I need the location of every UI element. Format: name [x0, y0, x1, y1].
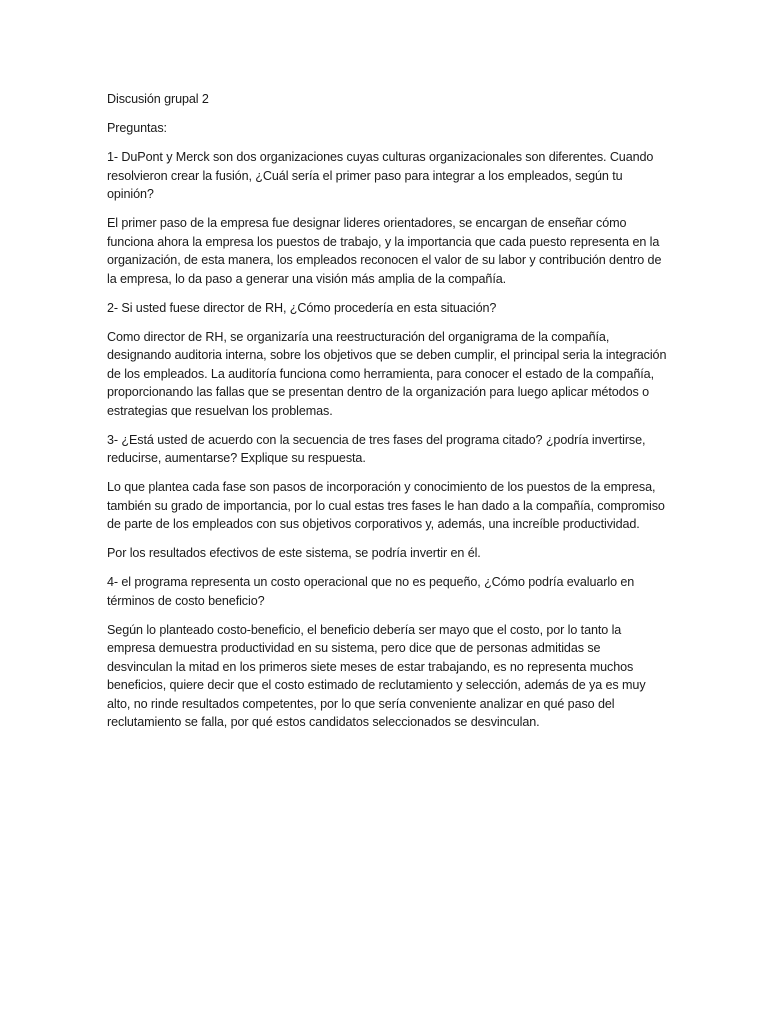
- section-label: Preguntas:: [107, 121, 167, 135]
- document-title: Discusión grupal 2: [107, 92, 209, 106]
- answer-1: El primer paso de la empresa fue designar lideres orientadores, se encargan de enseñar cómo funciona ahora la empresa los puestos de trabajo, y la importancia que cada puesto representa en la organización, de esta manera, los empleados reconocen el valor de su labor y contribución dentro de la empresa, lo da paso a generar una visión más amplia de la compañía.: [107, 216, 662, 286]
- question-3: 3- ¿Está usted de acuerdo con la secuencia de tres fases del programa citado? ¿podría invertirse, reducirse, aumentarse? Explique su respuesta.: [107, 432, 646, 465]
- question-1: 1- DuPont y Merck son dos organizaciones cuyas culturas organizacionales son diferentes. Cuando resolvieron crear la fusión, ¿Cuál sería el primer paso para integrar a los empleados, según tu opinión?: [107, 150, 654, 201]
- answer-2: Como director de RH, se organizaría una reestructuración del organigrama de la compañía, designando auditoria interna, sobre los objetivos que se deben cumplir, el principal seria la integración de los empleados. La auditoría funciona como herramienta, para conocer el estado de la compañía, proporcionando las fallas que se presentan dentro de la organización para luego aplicar métodos o estrategias que resuelvan los problemas.: [107, 329, 667, 418]
- document-body: [107, 90, 667, 742]
- answer-3-conclusion: Por los resultados efectivos de este sistema, se podría invertir en él.: [107, 546, 481, 560]
- question-4: 4- el programa representa un costo operacional que no es pequeño, ¿Cómo podría evaluarlo en términos de costo beneficio?: [107, 575, 635, 608]
- answer-4: Según lo planteado costo-beneficio, el beneficio debería ser mayo que el costo, por lo tanto la empresa demuestra productividad en su sistema, pero dice que de personas admitidas se desvinculan la mitad en los primeros siete meses de estar trabajando, es no representa muchos beneficios, quiere decir que el costo estimado de reclutamiento y selección, además de ya es muy alto, no rinde resultados competentes, por lo que sería conveniente analizar en qué paso del reclutamiento se falla, por qué estos candidatos seleccionados se desvinculan.: [107, 622, 646, 729]
- answer-3: Lo que plantea cada fase son pasos de incorporación y conocimiento de los puestos de la empresa, también su grado de importancia, por lo cual estas tres fases le han dado a la compañía, compromiso de parte de los empleados con sus objetivos corporativos y, además, una increíble productividad.: [107, 480, 665, 531]
- question-2: 2- Si usted fuese director de RH, ¿Cómo procedería en esta situación?: [107, 300, 497, 315]
